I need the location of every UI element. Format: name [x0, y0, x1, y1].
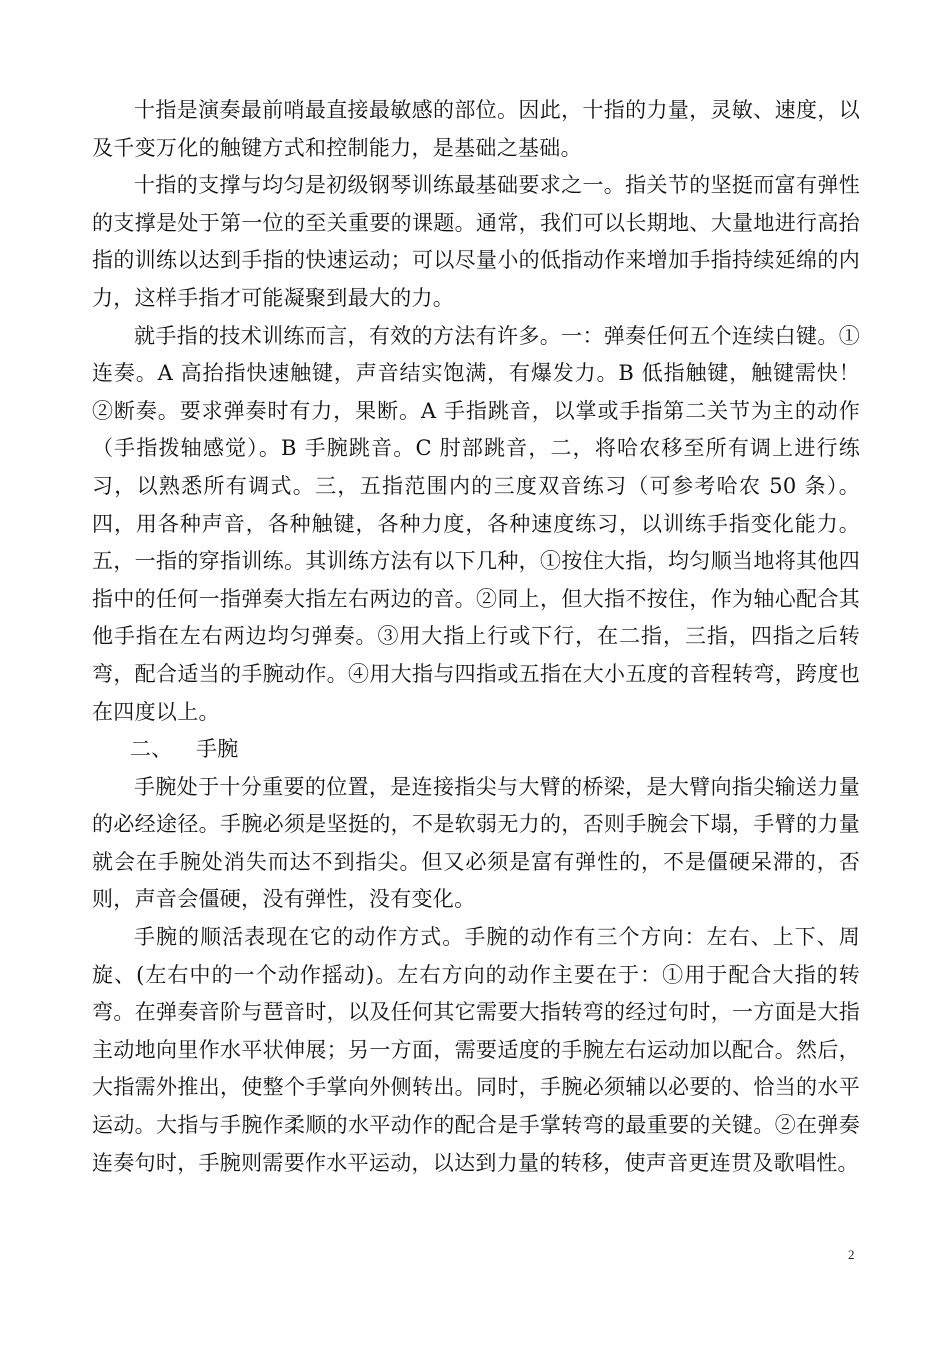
paragraph-finger-training-methods: 就手指的技术训练而言，有效的方法有许多。一：弹奏任何五个连续白键。①连奏。A 高抬指快速触键，声音结实饱满，有爆发力。B 低指触键，触键需快！②断奏。要求弹奏时有力，果断。A 手指跳音，以掌或手指第二关节为主的动作（手指拨轴感觉）。B 手腕跳音。C 肘部跳音，二，将哈农移至所有调上进行练习，以熟悉所有调式。三，五指范围内的三度双音练习（可参考哈农 50 条）。四，用各种声音，各种触键，各种力度，各种速度练习，以训练手指变化能力。五，一指的穿指训练。其训练方法有以下几种，①按住大指，均匀顺当地将其他四指中的任何一指弹奏大指左右两边的音。②同上，但大指不按住，作为轴心配合其他手指在左右两边均匀弹奏。③用大指上行或下行，在二指，三指，四指之后转弯，配合适当的手腕动作。④用大指与四指或五指在大小五度的音程转弯，跨度也在四度以上。: [92, 323, 860, 724]
document-body: [92, 92, 860, 1182]
section-title: 手腕: [196, 737, 239, 762]
page-number: 2: [848, 1247, 855, 1262]
paragraph-finger-importance: 十指是演奏最前哨最直接最敏感的部位。因此，十指的力量，灵敏、速度，以及千变万化的触键方式和控制能力，是基础之基础。: [92, 98, 860, 160]
paragraph-wrist-position: 手腕处于十分重要的位置，是连接指尖与大臂的桥梁，是大臂向指尖输送力量的必经途径。手腕必须是坚挺的，不是软弱无力的，否则手腕会下塌，手臂的力量就会在手腕处消失而达不到指尖。但又必须是富有弹性的，不是僵硬呆滞的，否则，声音会僵硬，没有弹性，没有变化。: [92, 774, 860, 912]
paragraph-finger-support: 十指的支撑与均匀是初级钢琴训练最基础要求之一。指关节的坚挺而富有弹性的支撑是处于第一位的至关重要的课题。通常，我们可以长期地、大量地进行高抬指的训练以达到手指的快速运动；可以尽量小的低指动作来增加手指持续延绵的内力，这样手指才可能凝聚到最大的力。: [92, 173, 860, 310]
section-heading-wrist: [92, 731, 860, 769]
paragraph-wrist-movement: 手腕的顺活表现在它的动作方式。手腕的动作有三个方向：左右、上下、周旋、(左右中的一个动作摇动)。左右方向的动作主要在于：①用于配合大指的转弯。在弹奏音阶与琶音时，以及任何其它需要大指转弯的经过句时，一方面是大指主动地向里作水平状伸展；另一方面，需要适度的手腕左右运动加以配合。然后，大指需外推出，使整个手掌向外侧转出。同时，手腕必须辅以必要的、恰当的水平运动。大指与手腕作柔顺的水平动作的配合是手掌转弯的最重要的关键。②在弹奏连奏句时，手腕则需要作水平运动，以达到力量的转移，使声音更连贯及歌唱性。: [92, 925, 860, 1175]
section-number: 二、: [130, 737, 173, 762]
